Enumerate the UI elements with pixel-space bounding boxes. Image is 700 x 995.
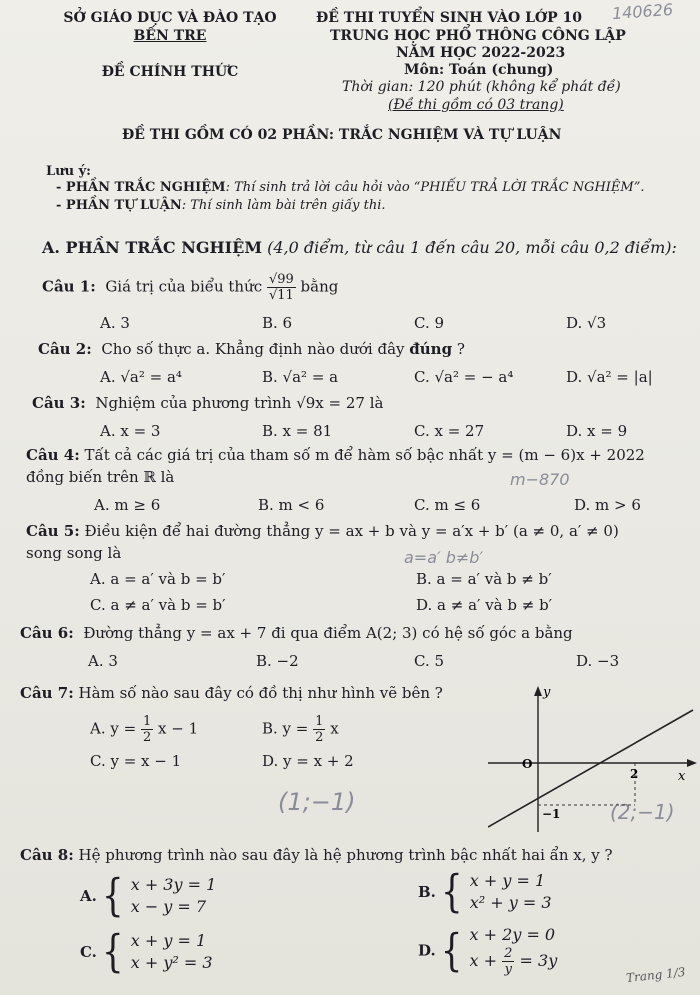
q8-option-d: D. { x + 2y = 0 x + $\frac{2}{y}$ = 3y (418, 924, 558, 977)
school-type: TRUNG HỌC PHỔ THÔNG CÔNG LẬP (330, 28, 626, 44)
x-axis-label: x (678, 769, 686, 784)
exam-title: ĐỀ THI TUYỂN SINH VÀO LỚP 10 (316, 10, 582, 26)
q2-option-d: D. √a² = |a| (566, 368, 653, 386)
q5-option-a: A. a = a′ và b = b′ (90, 570, 226, 588)
q6-option-b: B. −2 (256, 652, 299, 670)
q8-option-a: A. { x + 3y = 1 x − y = 7 (80, 870, 217, 922)
q5-option-d: D. a ≠ a′ và b ≠ b′ (416, 596, 553, 614)
q7-option-a: A. y = $\frac{1}{2}$ x − 1 (90, 714, 199, 745)
official-label: ĐỀ CHÍNH THỨC (101, 64, 239, 80)
department-name: SỞ GIÁO DỤC VÀ ĐÀO TẠO (63, 10, 277, 26)
note-multiple-choice: - PHẦN TRẮC NGHIỆM: Thí sinh trả lời câu hỏi vào “PHIẾU TRẢ LỜI TRẮC NGHIỆM”. (56, 180, 645, 195)
q7-handwritten-note-2: (2;−1) (610, 800, 675, 824)
x-mark-label: 2 (630, 767, 639, 781)
q6-option-c: C. 5 (414, 652, 445, 670)
question-4: Câu 4: Tất cả các giá trị của tham số m để hàm số bậc nhất y = (m − 6)x + 2022 (26, 446, 645, 464)
q2-option-b: B. √a² = a (262, 368, 339, 386)
q7-option-c: C. y = x − 1 (90, 752, 182, 770)
y-axis-label: y (543, 685, 551, 700)
q6-option-d: D. −3 (576, 652, 620, 670)
handwritten-code: 140626 (611, 0, 674, 24)
q8-option-c: C. { x + y = 1 x + y² = 3 (80, 926, 213, 978)
q3-option-b: B. x = 81 (262, 422, 333, 440)
q7-handwritten-note-1: (1;−1) (278, 788, 356, 816)
subject: Môn: Toán (chung) (404, 62, 554, 78)
q1-option-b: B. 6 (262, 314, 293, 332)
exam-time: Thời gian: 120 phút (không kể phát đề) (342, 79, 621, 95)
question-6: Câu 6: Đường thẳng y = ax + 7 đi qua điểm A(2; 3) có hệ số góc a bằng (20, 624, 573, 642)
y-mark-label: −1 (542, 807, 561, 821)
q2-option-a: A. √a² = a⁴ (100, 368, 182, 386)
question-4-line2: đồng biến trên ℝ là (26, 468, 175, 486)
q4-option-c: C. m ≤ 6 (414, 496, 481, 514)
q3-option-d: D. x = 9 (566, 422, 628, 440)
note-essay: - PHẦN TỰ LUẬN: Thí sinh làm bài trên giấy thi. (56, 198, 386, 213)
parts-title: ĐỀ THI GỒM CÓ 02 PHẦN: TRẮC NGHIỆM VÀ TỰ LUẬN (122, 127, 562, 143)
q7-option-b: B. y = $\frac{1}{2}$ x (262, 714, 339, 745)
q3-option-c: C. x = 27 (414, 422, 485, 440)
note-label: Lưu ý: (46, 164, 91, 179)
question-3: Câu 3: Nghiệm của phương trình √9x = 27 là (32, 394, 384, 412)
q8-option-b: B. { x + y = 1 x² + y = 3 (418, 866, 552, 918)
page-count: (Đề thi gồm có 03 trang) (388, 97, 564, 113)
section-a-heading: A. PHẦN TRẮC NGHIỆM (4,0 điểm, từ câu 1 đến câu 20, mỗi câu 0,2 điểm): (42, 238, 677, 257)
question-5: Câu 5: Điều kiện để hai đường thẳng y = ax + b và y = a′x + b′ (a ≠ 0, a′ ≠ 0) (26, 522, 619, 540)
q1-option-c: C. 9 (414, 314, 445, 332)
q5-handwritten-note: a=a′ b≠b′ (404, 548, 484, 567)
q1-option-a: A. 3 (100, 314, 130, 332)
q5-option-c: C. a ≠ a′ và b = b′ (90, 596, 226, 614)
question-2: Câu 2: Cho số thực a. Khẳng định nào dưới đây đúng ? (38, 340, 465, 358)
question-8: Câu 8: Hệ phương trình nào sau đây là hệ phương trình bậc nhất hai ẩn x, y ? (20, 846, 613, 864)
q7-graph (488, 684, 698, 834)
question-7: Câu 7: Hàm số nào sau đây có đồ thị như hình vẽ bên ? (20, 684, 443, 702)
q2-option-c: C. √a² = − a⁴ (414, 368, 514, 386)
q4-handwritten-note: m−870 (510, 470, 570, 489)
q4-option-d: D. m > 6 (574, 496, 641, 514)
q7-option-d: D. y = x + 2 (262, 752, 354, 770)
province-name: BẾN TRE (133, 28, 207, 44)
school-year: NĂM HỌC 2022-2023 (396, 45, 566, 61)
q5-option-b: B. a = a′ và b ≠ b′ (416, 570, 552, 588)
y-axis-arrow (534, 686, 542, 696)
q6-option-a: A. 3 (88, 652, 118, 670)
x-axis-arrow (687, 759, 697, 767)
origin-label: O (522, 757, 533, 771)
q1-option-d: D. √3 (566, 314, 607, 332)
q4-option-a: A. m ≥ 6 (94, 496, 161, 514)
page-number: Trang 1/3 (625, 964, 687, 986)
question-1: Câu 1: Giá trị của biểu thức $\frac{√99}{√11}$ bằng (42, 272, 339, 303)
graph-line (488, 710, 693, 827)
q3-option-a: A. x = 3 (100, 422, 161, 440)
q4-option-b: B. m < 6 (258, 496, 325, 514)
question-5-line2: song song là (26, 544, 122, 562)
